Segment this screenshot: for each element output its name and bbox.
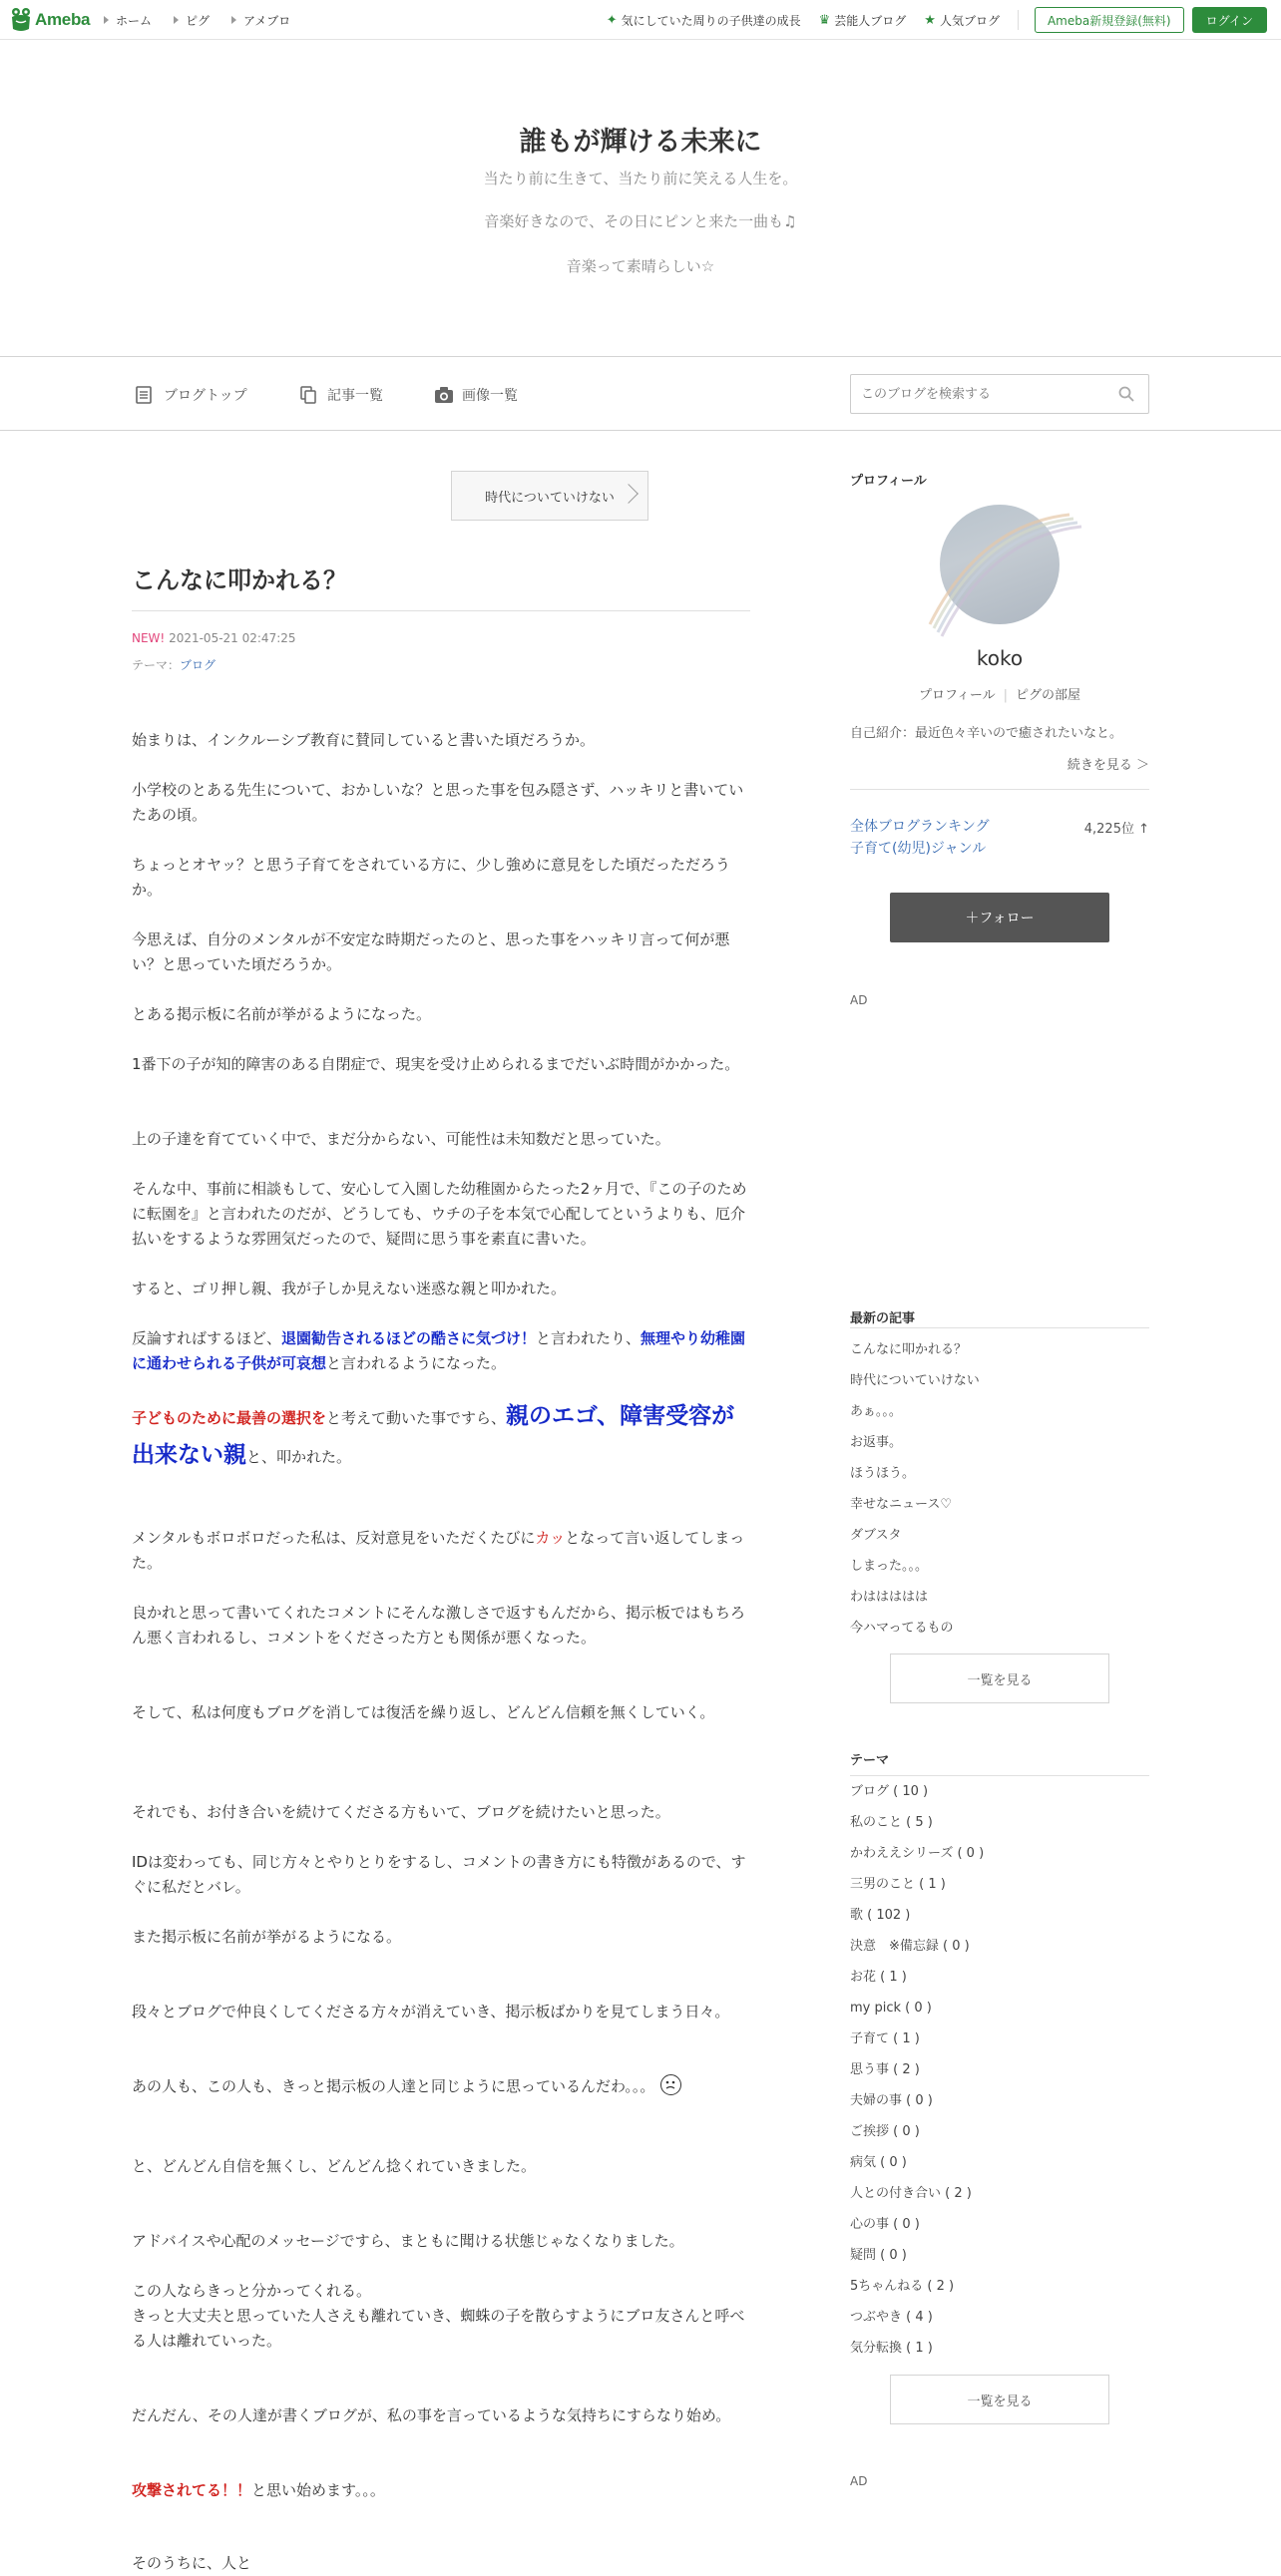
blog-header — [0, 40, 1281, 357]
crown-icon: ♛ — [818, 12, 831, 28]
text-segment: あの人も、この人も、きっと掲示板の人達と同じように思っているんだわ。。。 — [132, 2077, 655, 2095]
emphasis-red: 攻撃されてる！！ — [132, 2481, 252, 2499]
emphasis-blue: 退園勧告されるほどの酷さに気づけ！ — [281, 1329, 537, 1347]
entry-list-label: 記事一覧 — [327, 388, 383, 404]
register-button[interactable]: Ameba新規登録(無料) — [1035, 7, 1184, 33]
theme-list — [850, 1782, 1149, 2370]
entry-paragraph: 1番下の子が知的障害のある自閉症で、現実を受け止められるまでだいぶ時間がかかった。 — [132, 1055, 740, 1073]
entry-paragraph — [132, 2074, 752, 2099]
emphasis-red: カッ — [535, 1529, 566, 1547]
blog-description-line: 音楽好きなので、その日にピンと来た一曲も♫ — [484, 212, 797, 230]
theme-item[interactable]: ご挨拶 ( 0 ) — [850, 2124, 920, 2139]
pigg-room-link[interactable]: ピグの部屋 — [1016, 688, 1081, 703]
theme-item[interactable]: 三男のこと ( 1 ) — [850, 1877, 946, 1892]
profile-avatar[interactable] — [940, 505, 1060, 624]
entry-paragraph: すると、ゴリ押し親、我が子しか見えない迷惑な親と叩かれた。 — [132, 1280, 567, 1297]
text-segment: となって言い返してしまった。 — [132, 1529, 745, 1572]
trending-label: 気にしていた周りの子供達の成長 — [621, 13, 801, 28]
divider — [132, 610, 750, 611]
document-icon — [136, 386, 154, 404]
copy-icon — [299, 386, 317, 404]
blog-description-line: 音楽って素晴らしい☆ — [566, 257, 715, 275]
entry-paragraph: そんな中、事前に相談もして、安心して入園した幼稚園からたった2ヶ月で、『この子のために転園を』と言われたのだが、どうしても、ウチの子を本気で心配してというよりも、厄介払いをするような雰囲気だったので、疑問に思う事を素直に書いた。 — [132, 1180, 747, 1248]
recent-entry-item[interactable]: あぁ。。。 — [850, 1404, 902, 1419]
entry-paragraph — [132, 2478, 752, 2503]
profile-intro: 自己紹介：最近色々辛いので癒されたいなと。 — [850, 726, 1123, 741]
entry-paragraph: 始まりは、インクルーシブ教育に賛同していると書いた頃だろうか。 — [132, 731, 595, 749]
popular-blog-label: 人気ブログ — [939, 13, 1000, 28]
theme-item[interactable]: お花 ( 1 ) — [850, 1970, 907, 1985]
profile-heading: プロフィール — [850, 474, 927, 489]
popular-blog-link[interactable] — [924, 12, 1000, 29]
theme-item[interactable]: 人との付き合い ( 2 ) — [850, 2186, 972, 2201]
ameba-frog-icon — [10, 7, 32, 33]
triangle-right-icon — [104, 16, 109, 24]
entry-paragraph: IDは変わっても、同じ方々とやりとりをするし、コメントの書き方にも特徴があるので、すぐに私だとバレ。 — [132, 1853, 746, 1896]
theme-item[interactable]: 疑問 ( 0 ) — [850, 2248, 907, 2263]
theme-item[interactable]: 思う事 ( 2 ) — [850, 2062, 920, 2077]
entry-paragraph: と、どんどん自信を無くし、どんどん捻くれていきました。 — [132, 2157, 537, 2175]
text-segment: メンタルもボロボロだった私は、反対意見をいただくたびに — [132, 1529, 536, 1547]
ranking-value: 4,225位 ↑ — [1083, 822, 1149, 837]
recent-entry-item[interactable]: 時代についていけない — [850, 1373, 980, 1388]
recent-entry-item[interactable]: わははははは — [850, 1590, 929, 1605]
entry-paragraph: 今思えば、自分のメンタルが不安定な時期だったのと、思った事をハッキリ言って何が悪い？と思っていた頃だろうか。 — [132, 930, 730, 973]
profile-link[interactable]: プロフィール — [918, 688, 996, 703]
nav-ameblo[interactable] — [231, 12, 290, 29]
entry-paragraph: アドバイスや心配のメッセージですら、まともに聞ける状態じゃなくなりました。 — [132, 2232, 684, 2250]
ameba-logo[interactable] — [10, 7, 90, 33]
blog-search — [850, 374, 1149, 414]
entry-paragraph — [132, 1398, 752, 1476]
emphasis-blue-large: 親のエゴ、障害受容が出来ない親 — [132, 1403, 735, 1468]
genre-ranking-link[interactable]: 子育て(幼児)ジャンル — [850, 841, 987, 857]
emphasis-red: 子どものために最善の選択を — [132, 1409, 327, 1427]
theme-item[interactable]: 心の事 ( 0 ) — [850, 2217, 920, 2232]
entry-paragraph: そして、私は何度もブログを消しては復活を繰り返し、どんどん信頼を無くしていく。 — [132, 1703, 715, 1721]
trending-link[interactable] — [607, 12, 801, 29]
new-badge: NEW! — [132, 631, 166, 645]
theme-item[interactable]: 夫婦の事 ( 0 ) — [850, 2093, 933, 2108]
nav-home-label: ホーム — [116, 13, 153, 28]
theme-item[interactable]: my pick ( 0 ) — [850, 2001, 932, 2016]
profile-read-more-link[interactable]: 続きを見る ＞ — [1067, 758, 1149, 773]
text-segment: と考えて動いた事ですら、 — [326, 1409, 507, 1427]
entry-date: 2021-05-21 02:47:25 — [169, 631, 296, 645]
topbar-right — [589, 0, 1267, 40]
divider: | — [1003, 688, 1009, 703]
triangle-right-icon — [231, 16, 236, 24]
recent-entry-item[interactable]: お返事。 — [850, 1435, 903, 1450]
star-icon: ★ — [924, 12, 936, 28]
triangle-right-icon — [174, 16, 179, 24]
blog-description-line: 当たり前に生きて、当たり前に笑える人生を。 — [483, 170, 798, 187]
text-segment: 反論すればするほど、 — [132, 1329, 282, 1347]
entry-paragraph: この人ならきっと分かってくれる。 きっと大丈夫と思っていた人さえも離れていき、蜘蛛の子を散らすようにブロ友さんと呼べる人は離れていった。 — [132, 2282, 745, 2350]
image-list-label: 画像一覧 — [462, 388, 518, 404]
chevron-right-icon — [619, 484, 639, 504]
search-icon[interactable] — [1118, 386, 1134, 402]
text-segment: と、叩かれた。 — [246, 1448, 352, 1466]
theme-see-all-button[interactable]: 一覧を見る — [890, 2375, 1109, 2424]
entry-paragraph: ちょっとオヤッ？と思う子育てをされている方に、少し強めに意見をした頃だっただろうか。 — [132, 856, 731, 899]
profile-name: koko — [976, 646, 1024, 670]
text-segment: と言われるようになった。 — [326, 1354, 507, 1372]
recent-entry-item[interactable]: 今ハマってるもの — [850, 1621, 954, 1636]
entry-list-link[interactable] — [299, 385, 383, 405]
divider — [1018, 10, 1019, 30]
text-segment: と言われたり、 — [536, 1329, 641, 1347]
entry-paragraph: とある掲示板に名前が挙がるようになった。 — [132, 1005, 432, 1023]
theme-item[interactable]: 歌 ( 102 ) — [850, 1908, 911, 1923]
theme-heading: テーマ — [850, 1753, 890, 1768]
divider — [850, 789, 1149, 790]
nav-ameblo-label: アメブロ — [243, 13, 291, 28]
recent-entry-item[interactable]: しまった。。。 — [850, 1559, 929, 1574]
recent-see-all-button[interactable]: 一覧を見る — [890, 1654, 1109, 1703]
profile-links — [850, 684, 1149, 703]
recent-entries-heading: 最新の記事 — [850, 1311, 916, 1326]
recent-entry-item[interactable]: 幸せなニュース♡ — [850, 1497, 953, 1512]
global-nav — [104, 0, 312, 40]
entry-theme-link[interactable]: ブログ — [180, 658, 216, 672]
sparkle-icon: ✦ — [606, 12, 618, 28]
previous-entry-button[interactable] — [451, 471, 648, 521]
entry-paragraph: それでも、お付き合いを続けてくださる方もいて、ブログを続けたいと思った。 — [132, 1803, 670, 1821]
sad-face-icon — [660, 2074, 681, 2095]
divider — [850, 1327, 1149, 1328]
blog-top-label: ブログトップ — [164, 388, 247, 404]
blog-top-link[interactable] — [136, 385, 247, 405]
entry-paragraph — [132, 1526, 752, 1576]
entry-paragraph: また掲示板に名前が挙がるようになる。 — [132, 1928, 402, 1946]
follow-button[interactable]: ＋フォロー — [890, 893, 1109, 942]
recent-entries-list — [850, 1340, 1149, 1650]
theme-item[interactable]: かわええシリーズ ( 0 ) — [850, 1846, 985, 1861]
blog-title[interactable]: 誰もが輝ける未来に — [519, 127, 762, 158]
text-segment: と思い始めます。。。 — [251, 2481, 385, 2499]
theme-item[interactable]: 気分転換 ( 1 ) — [850, 2341, 933, 2356]
image-list-link[interactable] — [434, 385, 518, 405]
entry-paragraph — [132, 1326, 752, 1376]
celebrity-blog-label: 芸能人ブログ — [834, 13, 907, 28]
entry-theme-line — [132, 656, 215, 673]
entry-title: こんなに叩かれる？ — [132, 566, 347, 594]
blog-search-input[interactable] — [851, 375, 1100, 413]
camera-icon — [434, 386, 452, 404]
theme-item[interactable]: つぶやき ( 4 ) — [850, 2310, 933, 2325]
previous-entry-label: 時代についていけない — [485, 490, 615, 506]
nav-pigg-label: ピグ — [186, 13, 211, 28]
blog-subnav — [0, 358, 1281, 431]
emphasis-blue: 無理やり幼稚園に通わせられる子供が可哀想 — [132, 1329, 746, 1372]
recent-entry-item[interactable]: こんなに叩かれる？ — [850, 1342, 968, 1357]
theme-item[interactable]: 決意 ※備忘録 ( 0 ) — [850, 1939, 970, 1954]
ad-label: AD — [850, 2474, 868, 2488]
login-button[interactable]: ログイン — [1192, 7, 1267, 33]
entry-date-line — [132, 631, 296, 645]
theme-prefix: テーマ： — [132, 658, 181, 672]
overall-ranking-link[interactable]: 全体ブログランキング — [850, 819, 990, 835]
nav-home[interactable] — [104, 12, 152, 29]
recent-entry-item[interactable]: ほうほう。 — [850, 1466, 916, 1481]
entry-paragraph: だんだん、その人達が書くブログが、私の事を言っているような気持ちにすらなり始め。 — [132, 2406, 731, 2424]
theme-item[interactable]: 私のこと ( 5 ) — [850, 1815, 933, 1830]
ad-label: AD — [850, 993, 868, 1007]
ameba-logo-text: Ameba — [35, 10, 91, 29]
celebrity-blog-link[interactable] — [819, 12, 907, 29]
recent-entry-item[interactable]: ダブスタ — [850, 1528, 902, 1543]
ameba-topbar — [0, 0, 1281, 40]
theme-item[interactable]: 5ちゃんねる ( 2 ) — [850, 2279, 955, 2294]
theme-item[interactable]: 病気 ( 0 ) — [850, 2155, 907, 2170]
entry-paragraph: 上の子達を育てていく中で、まだ分からない、可能性は未知数だと思っていた。 — [132, 1130, 670, 1148]
entry-paragraph: そのうちに、人と — [132, 2554, 252, 2572]
entry-paragraph: 段々とブログで仲良くしてくださる方々が消えていき、掲示板ばかりを見てしまう日々。 — [132, 2003, 730, 2021]
theme-item[interactable]: ブログ ( 10 ) — [850, 1784, 929, 1799]
entry-paragraph: 小学校のとある先生について、おかしいな？と思った事を包み隠さず、ハッキリと書いていたあの頃。 — [132, 781, 744, 824]
divider — [850, 1775, 1149, 1776]
nav-pigg[interactable] — [174, 12, 210, 29]
entry-paragraph: 良かれと思って書いてくれたコメントにそんな激しさで返すもんだから、掲示板ではもちろん悪く言われるし、コメントをくださった方とも関係が悪くなった。 — [132, 1604, 746, 1647]
theme-item[interactable]: 子育て ( 1 ) — [850, 2031, 920, 2046]
